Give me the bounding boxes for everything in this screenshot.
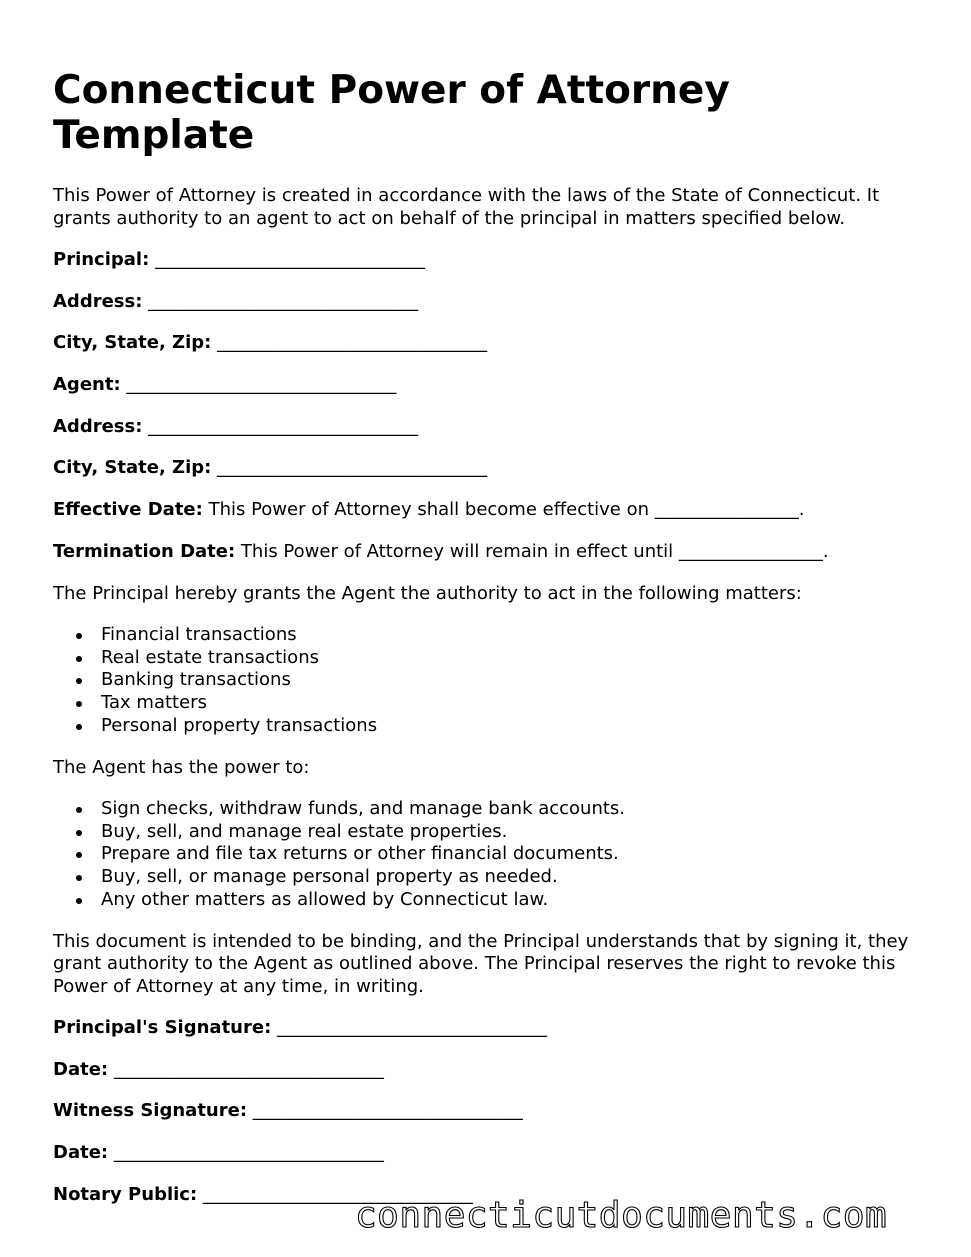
bullet-icon bbox=[76, 875, 82, 881]
principal-date-blank[interactable]: ______________________________ bbox=[113, 1058, 384, 1080]
powers-list bbox=[53, 798, 923, 912]
list-item: Buy, sell, and manage real estate properties. bbox=[101, 821, 923, 844]
agent-city-blank[interactable]: ______________________________ bbox=[217, 457, 488, 479]
intro-paragraph: This Power of Attorney is created in accordance with the laws of the State of Connecticut. It grants authority to an agent to act on behalf of the principal in matters specified below. bbox=[53, 185, 880, 229]
termination-date-field: Termination Date: This Power of Attorney will remain in effect until ________________. bbox=[53, 540, 829, 562]
agent-address-blank[interactable]: ______________________________ bbox=[148, 415, 419, 437]
list-item: Sign checks, withdraw funds, and manage bank accounts. bbox=[101, 798, 923, 821]
principal-field: Principal: ______________________________ bbox=[53, 249, 426, 270]
bullet-icon bbox=[76, 852, 82, 858]
agent-blank[interactable]: ______________________________ bbox=[126, 374, 397, 396]
effective-date-blank[interactable]: ________________ bbox=[654, 499, 799, 521]
notary-public-field: Notary Public: ______________________________ bbox=[53, 1183, 473, 1205]
list-item: Financial transactions bbox=[101, 624, 923, 647]
list-item: Tax matters bbox=[101, 692, 923, 715]
notary-public-blank[interactable]: ______________________________ bbox=[202, 1183, 473, 1205]
principal-address-field: Address: ______________________________ bbox=[53, 290, 419, 312]
principal-blank[interactable]: ______________________________ bbox=[155, 249, 426, 270]
bullet-icon bbox=[76, 830, 82, 836]
agent-city-state-zip-field: City, State, Zip: ______________________________ bbox=[53, 457, 488, 479]
principal-signature-blank[interactable]: ______________________________ bbox=[277, 1017, 548, 1039]
list-item: Personal property transactions bbox=[101, 715, 923, 738]
principal-signature-field: Principal's Signature: ______________________________ bbox=[53, 1017, 548, 1039]
principal-city-state-zip-field: City, State, Zip: ______________________________ bbox=[53, 332, 488, 354]
bullet-icon bbox=[76, 656, 82, 662]
agent-address-field: Address: ______________________________ bbox=[53, 415, 419, 437]
document-page bbox=[53, 68, 923, 1225]
list-item: Any other matters as allowed by Connecticut law. bbox=[101, 889, 923, 912]
bullet-icon bbox=[76, 724, 82, 730]
powers-intro: The Agent has the power to: bbox=[53, 756, 310, 778]
witness-signature-blank[interactable]: ______________________________ bbox=[252, 1100, 523, 1122]
list-item: Banking transactions bbox=[101, 669, 923, 692]
watermark: connecticutdocuments.com bbox=[355, 1195, 888, 1236]
grants-intro: The Principal hereby grants the Agent the authority to act in the following matters: bbox=[53, 582, 802, 604]
bullet-icon bbox=[76, 701, 82, 707]
witness-signature-field: Witness Signature: ______________________________ bbox=[53, 1100, 523, 1122]
page-title: Connecticut Power of Attorney Template bbox=[53, 68, 730, 158]
list-item: Prepare and file tax returns or other financial documents. bbox=[101, 843, 923, 866]
bullet-icon bbox=[76, 633, 82, 639]
principal-address-blank[interactable]: ______________________________ bbox=[148, 290, 419, 312]
list-item: Real estate transactions bbox=[101, 647, 923, 670]
witness-date-blank[interactable]: ______________________________ bbox=[113, 1142, 384, 1164]
agent-field: Agent: ______________________________ bbox=[53, 374, 397, 396]
list-item: Buy, sell, or manage personal property as needed. bbox=[101, 866, 923, 889]
bullet-icon bbox=[76, 678, 82, 684]
binding-paragraph: This document is intended to be binding, and the Principal understands that by signing it, they grant authority to the Agent as outlined above. The Principal reserves the right to revoke this Power of Attorney at any time, in writing. bbox=[53, 930, 909, 997]
effective-date-field: Effective Date: This Power of Attorney shall become effective on ________________. bbox=[53, 499, 805, 521]
bullet-icon bbox=[76, 807, 82, 813]
principal-city-blank[interactable]: ______________________________ bbox=[217, 332, 488, 354]
principal-date-field: Date: ______________________________ bbox=[53, 1058, 384, 1080]
termination-date-blank[interactable]: ________________ bbox=[678, 540, 823, 562]
grants-list bbox=[53, 624, 923, 738]
witness-date-field: Date: ______________________________ bbox=[53, 1142, 384, 1164]
bullet-icon bbox=[76, 898, 82, 904]
